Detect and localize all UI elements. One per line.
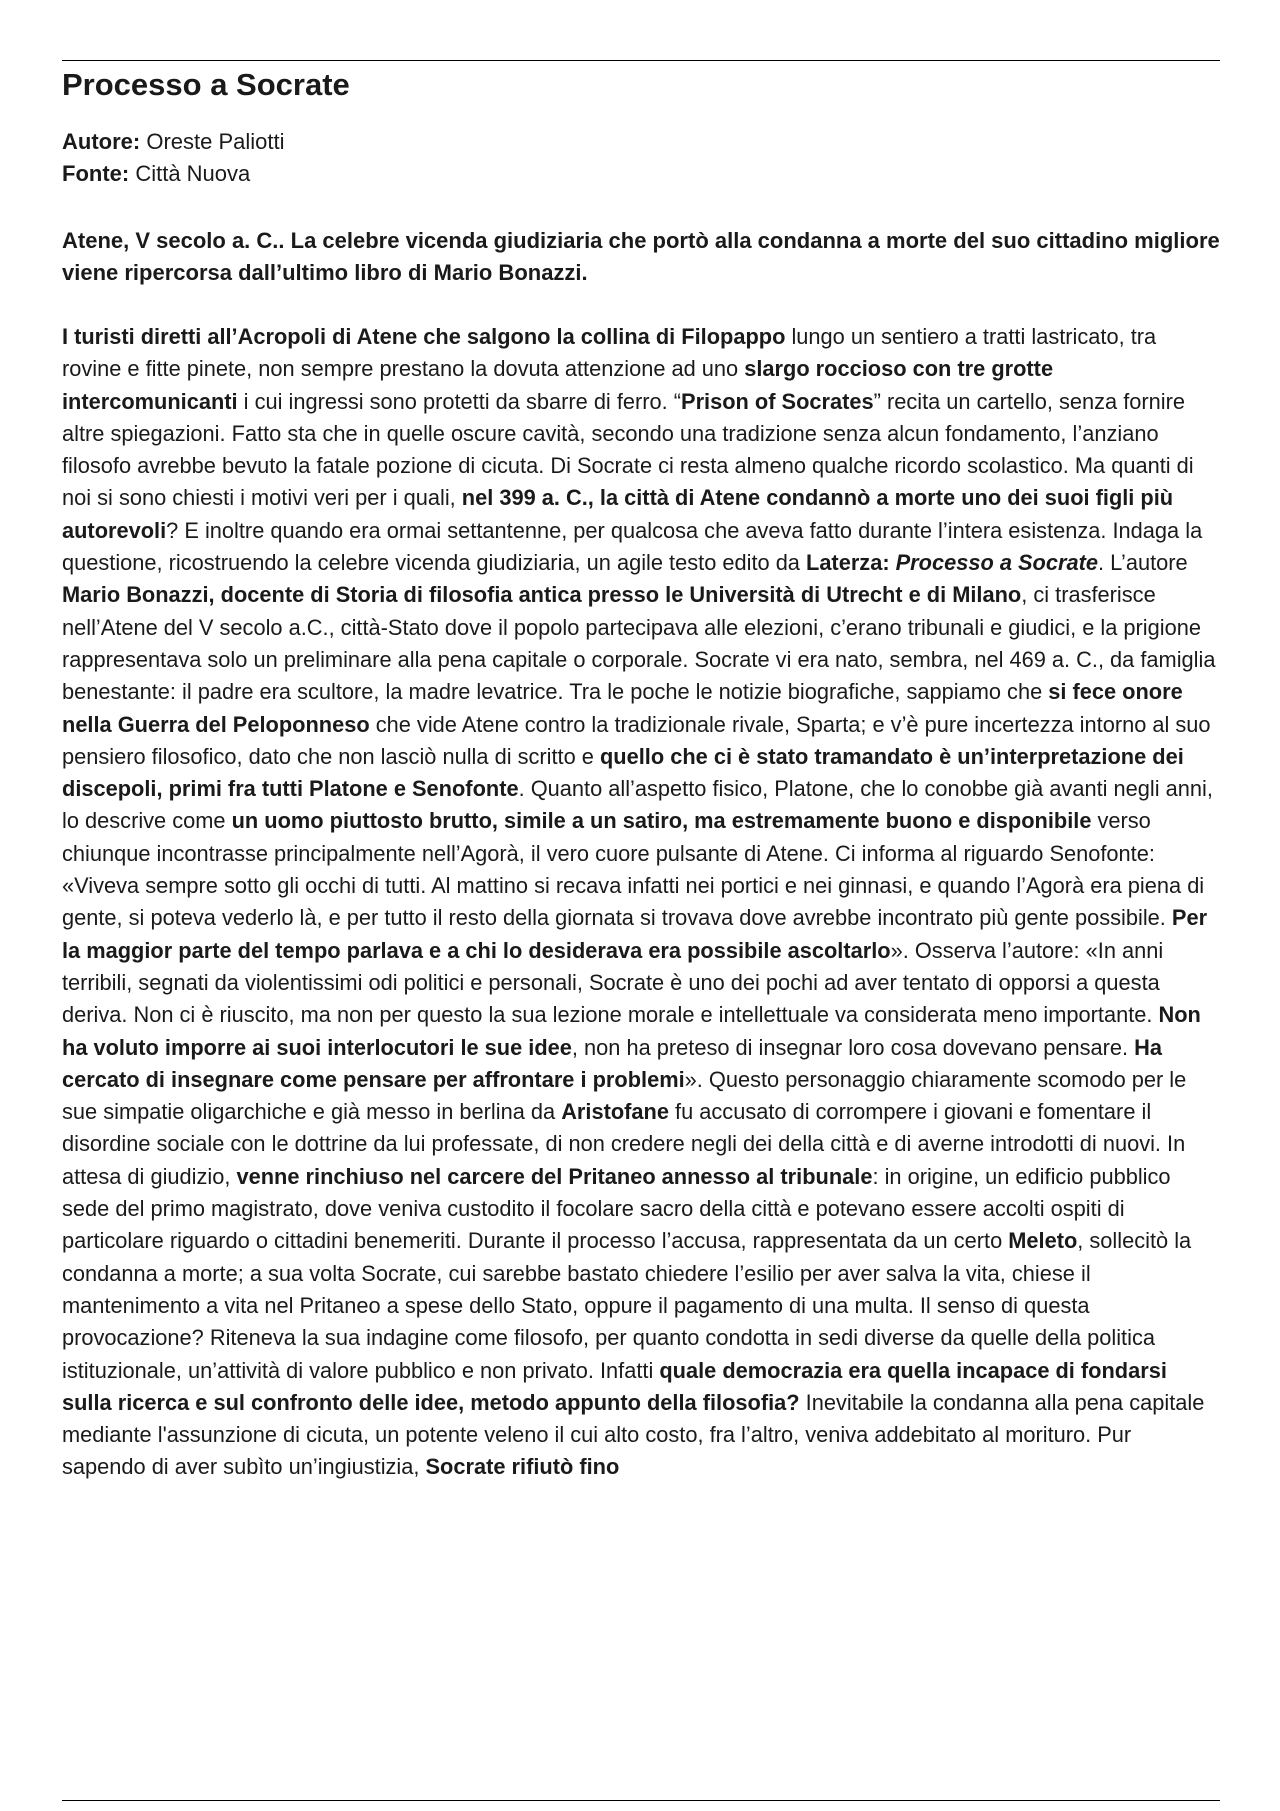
text-segment: , sollecitò la condanna a morte; a sua volta Socrate, cui sarebbe bastato chiedere l’esilio per aver salva la vita, chiese il mantenimento a vita nel Pritaneo a spese dello Stato, oppure il pagamento di una multa. Il senso di questa provocazione? Riteneva la sua indagine come filosofo, per quanto condotta in sedi diverse da quelle della politica istituzionale, un’attività di valore pubblico e non privato. Infatti xyxy=(62,1228,1192,1383)
bold-text-segment: Non ha voluto imporre ai suoi interlocutori le sue idee xyxy=(62,1002,1201,1060)
bold-text-segment: Aristofane xyxy=(561,1099,669,1125)
text-segment: i cui ingressi sono protetti da sbarre di ferro. “ xyxy=(237,388,682,414)
lead-paragraph: Atene, V secolo a. C.. La celebre vicenda giudiziaria che portò alla condanna a morte del suo cittadino migliore viene ripercorsa dall’ultimo libro di Mario Bonazzi. xyxy=(62,228,1220,285)
author-name: Oreste Paliotti xyxy=(140,129,285,154)
text-segment: ” recita un cartello, senza fornire altre spiegazioni. Fatto sta che in quelle oscure cavità, secondo una tradizione senza alcun fondamento, l’anziano filosofo avrebbe bevuto la fatale pozione di cicuta. Di Socrate ci resta almeno qualche ricordo scolastico. Ma quanti di noi si sono chiesti i motivi veri per i quali, xyxy=(62,388,1194,511)
text-segment: lungo un sentiero a tratti lastricato, tra rovine e fitte pinete, non sempre prestano la dovuta attenzione ad uno xyxy=(62,324,1157,382)
source-name: Città Nuova xyxy=(129,161,251,186)
article xyxy=(62,64,1220,1484)
author-label: Autore: xyxy=(62,129,141,154)
text-segment: verso chiunque incontrasse principalmente nell’Agorà, il vero cuore pulsante di Atene. Ci informa al riguardo Senofonte: «Viveva sempre sotto gli occhi di tutti. Al mattino si recava infatti nei portici e nei ginnasi, e quando l’Agorà era piena di gente, si poteva vederlo là, e per tutto il resto della giornata si trovava dove avrebbe incontrato più gente possibile. xyxy=(62,808,1205,931)
source-label: Fonte: xyxy=(62,161,130,186)
bold-text-segment: Ha cercato di insegnare come pensare per affrontare i problemi xyxy=(62,1034,1163,1092)
bold-text-segment: nel 399 a. C., la città di Atene condannò a morte uno dei suoi figli più autorevoli xyxy=(62,485,1174,543)
body-paragraph xyxy=(62,321,1220,1484)
bold-text-segment: I turisti diretti all’Acropoli di Atene che salgono la collina di Filopappo xyxy=(62,324,786,349)
bold-text-segment: Socrate rifiutò fino xyxy=(425,1454,620,1480)
text-segment: , non ha preteso di insegnar loro cosa dovevano pensare. xyxy=(571,1034,1135,1060)
bold-text-segment: quello che ci è stato tramandato è un’interpretazione dei discepoli, primi fra tutti Platone e Senofonte xyxy=(62,743,1184,802)
bold-text-segment: si fece onore nella Guerra del Peloponneso xyxy=(62,679,1183,737)
bold-text-segment: un uomo piuttosto brutto, simile a un satiro, ma estremamente buono e disponibile xyxy=(231,808,1092,834)
text-segment: . L’autore xyxy=(1097,550,1188,576)
text-segment: Inevitabile la condanna alla pena capitale mediante l'assunzione di cicuta, un potente veleno il cui alto costo, fra l’altro, veniva addebitato al morituro. Pur sapendo di aver subìto un’ingiustizia, xyxy=(62,1389,1205,1480)
bottom-rule xyxy=(62,1800,1220,1801)
text-segment: : in origine, un edificio pubblico sede del primo magistrato, dove veniva custodito il focolare sacro della città e potevano essere accolti ospiti di particolare riguardo o cittadini benemeriti. Durante il processo l’accusa, rappresentata da un certo xyxy=(62,1163,1171,1254)
source-line xyxy=(62,158,1220,190)
text-segment: che vide Atene contro la tradizionale rivale, Sparta; e v’è pure incertezza intorno al suo pensiero filosofico, dato che non lasciò nulla di scritto e xyxy=(62,711,1211,769)
bold-text-segment: Meleto xyxy=(1008,1228,1078,1254)
author-line xyxy=(62,126,1220,158)
article-meta xyxy=(62,126,1220,190)
book-title-text: Processo a Socrate xyxy=(895,550,1098,576)
bold-text-segment: Mario Bonazzi, docente di Storia di filosofia antica presso le Università di Utrecht e di Milano xyxy=(62,582,1022,608)
text-segment: ». Osserva l’autore: «In anni terribili, segnati da violentissimi odi politici e personali, Socrate è uno dei pochi ad aver tentato di opporsi a questa deriva. Non ci è riuscito, ma non per questo la sua lezione morale e intellettuale va considerata meno importante. xyxy=(62,937,1164,1028)
text-segment: . Quanto all’aspetto fisico, Platone, che lo conobbe già avanti negli anni, lo descrive come xyxy=(62,776,1213,834)
text-segment: ». Questo personaggio chiaramente scomodo per le sue simpatie oligarchiche e già messo in berlina da xyxy=(62,1066,1187,1125)
bold-text-segment: Prison of Socrates xyxy=(681,388,874,414)
bold-text-segment: Per la maggior parte del tempo parlava e a chi lo desiderava era possibile ascoltarlo xyxy=(62,905,1208,963)
bold-text-segment: Laterza: xyxy=(806,550,896,576)
bold-text-segment: quale democrazia era quella incapace di fondarsi sulla ricerca e sul confronto delle idee, metodo appunto della filosofia? xyxy=(62,1357,1167,1415)
text-segment: , ci trasferisce nell’Atene del V secolo a.C., città-Stato dove il popolo partecipava alle elezioni, c’erano tribunali e giudici, e la prigione rappresentava solo un preliminare alla pena capitale o corporale. Socrate vi era nato, sembra, nel 469 a. C., da famiglia benestante: il padre era scultore, la madre levatrice. Tra le poche le notizie biografiche, sappiamo che xyxy=(62,582,1216,705)
page-title: Processo a Socrate xyxy=(62,67,350,102)
bold-text-segment: venne rinchiuso nel carcere del Pritaneo annesso al tribunale xyxy=(236,1163,873,1189)
bold-text-segment: slargo roccioso con tre grotte intercomunicanti xyxy=(62,356,1054,414)
text-segment: ? E inoltre quando era ormai settantenne, per qualcosa che aveva fatto durante l’intera esistenza. Indaga la questione, ricostruendo la celebre vicenda giudiziaria, un agile testo edito da xyxy=(62,517,1203,576)
top-rule xyxy=(62,60,1220,61)
text-segment: fu accusato di corrompere i giovani e fomentare il disordine sociale con le dottrine da lui professate, di non credere negli dei della città e di averne introdotti di nuovi. In attesa di giudizio, xyxy=(62,1099,1186,1189)
